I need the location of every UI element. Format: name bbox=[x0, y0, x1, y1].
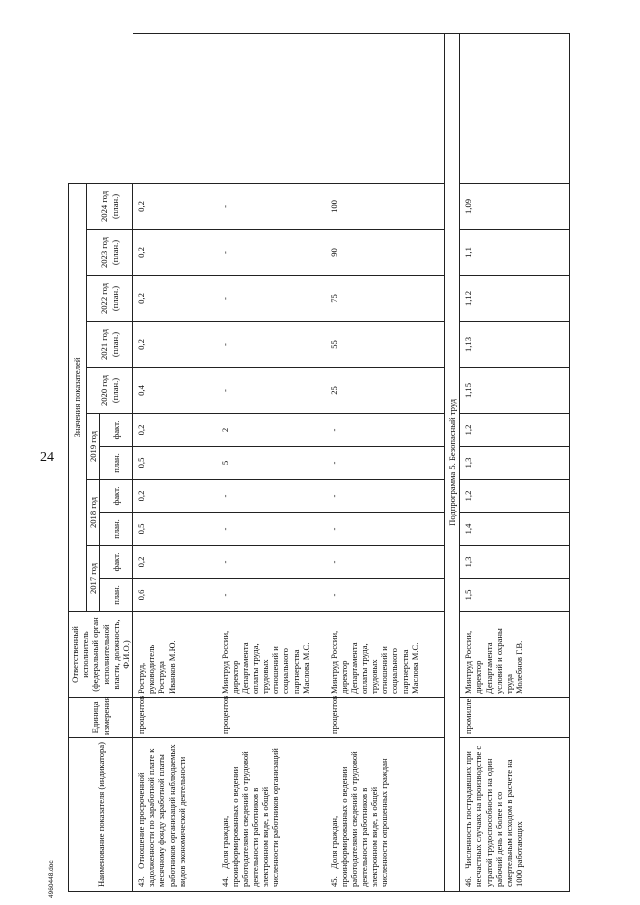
blank-cell bbox=[326, 33, 445, 183]
header-2022: 2022 год (план.) bbox=[87, 276, 133, 322]
responsible-line: оплаты труда, bbox=[250, 643, 261, 694]
responsible-line: директор bbox=[229, 660, 240, 694]
header-2019-plan: план. bbox=[100, 447, 133, 480]
value-cell: - bbox=[217, 183, 326, 229]
responsible-cell bbox=[217, 612, 326, 698]
responsible-line: Маслова М.С. bbox=[409, 642, 420, 694]
value-cell: - bbox=[326, 414, 445, 447]
indicator-name: Доля граждан, проинформированных о ведении работодателями сведений о трудовой деятельности работников в электронном виде, в общей численности работников организаций bbox=[219, 748, 281, 887]
header-year-2018: 2018 год bbox=[87, 480, 100, 546]
indicator-name: Численность пострадавших при несчастных случаях на производстве с утратой трудоспособности на один рабочий день и более и со смертельным исходом в расчете на 1000 работающих bbox=[463, 745, 524, 887]
header-values-group: Значения показателей bbox=[69, 183, 87, 611]
table-row bbox=[217, 33, 326, 891]
value-cell: 0,2 bbox=[133, 276, 217, 322]
indicator-number: 45. bbox=[328, 876, 339, 887]
responsible-line: партнерства bbox=[399, 649, 410, 694]
indicator-name-cell bbox=[326, 738, 445, 892]
value-cell: - bbox=[217, 480, 326, 513]
value-cell: 1,3 bbox=[460, 546, 570, 579]
value-cell: 1,09 bbox=[460, 183, 570, 229]
responsible-line: отношений и bbox=[270, 646, 281, 694]
header-unit: Единица измерения bbox=[69, 698, 133, 738]
table-row bbox=[133, 33, 217, 891]
file-name: 4960448.doc bbox=[48, 860, 55, 898]
unit-cell: процентов bbox=[133, 698, 217, 738]
responsible-line: социального bbox=[280, 648, 291, 694]
header-2024: 2024 год (план.) bbox=[87, 183, 133, 229]
blank-cell bbox=[133, 33, 217, 183]
value-cell: 25 bbox=[326, 368, 445, 414]
indicator-number: 44. bbox=[219, 876, 230, 887]
value-cell: - bbox=[326, 447, 445, 480]
responsible-line: Маслова М.С. bbox=[300, 642, 311, 694]
value-cell: 1,4 bbox=[460, 513, 570, 546]
value-cell: 90 bbox=[326, 230, 445, 276]
value-cell: - bbox=[217, 276, 326, 322]
responsible-line: директор bbox=[473, 660, 484, 694]
value-cell: 0,2 bbox=[133, 183, 217, 229]
indicator-number: 43. bbox=[136, 876, 147, 887]
responsible-line: партнерства bbox=[290, 649, 301, 694]
responsible-line: отношений и bbox=[379, 646, 390, 694]
value-cell: - bbox=[326, 579, 445, 612]
value-cell: - bbox=[217, 322, 326, 368]
responsible-line: Иванков М.Ю. bbox=[166, 640, 177, 694]
responsible-line: Департамента bbox=[239, 642, 250, 694]
indicator-number: 46. bbox=[463, 876, 474, 887]
page-number: 24 bbox=[40, 450, 54, 465]
responsible-line: трудовых bbox=[260, 659, 271, 694]
value-cell: - bbox=[217, 513, 326, 546]
value-cell: 1,12 bbox=[460, 276, 570, 322]
value-cell: 1,3 bbox=[460, 447, 570, 480]
value-cell: 0,2 bbox=[133, 230, 217, 276]
header-2017-plan: план. bbox=[100, 579, 133, 612]
responsible-line: труда bbox=[503, 674, 514, 694]
table-body bbox=[133, 33, 570, 891]
responsible-line: Минтруд России, bbox=[219, 630, 230, 694]
responsible-line: Минтруд России, bbox=[463, 630, 474, 694]
indicator-name-cell bbox=[217, 738, 326, 892]
value-cell: 1,2 bbox=[460, 414, 570, 447]
value-cell: - bbox=[217, 230, 326, 276]
value-cell: 1,5 bbox=[460, 579, 570, 612]
value-cell: 100 bbox=[326, 183, 445, 229]
blank-cell bbox=[460, 33, 570, 183]
responsible-line: Департамента bbox=[348, 642, 359, 694]
indicator-name: Отношение просроченной задолженности по заработной плате к месячному фонду заработной платы работников организаций наблюдаемых видов экономической деятельности bbox=[136, 744, 187, 887]
value-cell: 0,5 bbox=[133, 447, 217, 480]
header-2023: 2023 год (план.) bbox=[87, 230, 133, 276]
value-cell: - bbox=[217, 546, 326, 579]
value-cell: 75 bbox=[326, 276, 445, 322]
value-cell: - bbox=[217, 368, 326, 414]
value-cell: 5 bbox=[217, 447, 326, 480]
value-cell: 0,6 bbox=[133, 579, 217, 612]
responsible-cell bbox=[326, 612, 445, 698]
responsible-line: руководитель bbox=[146, 644, 157, 694]
responsible-line: Молебнов Г.В. bbox=[513, 640, 524, 694]
unit-cell: промилле bbox=[460, 698, 570, 738]
unit-cell: процентов bbox=[217, 698, 326, 738]
value-cell: 0,4 bbox=[133, 368, 217, 414]
indicator-name: Доля граждан, проинформированных о ведении работодателями сведений о трудовой деятельности работников в электронном виде, в общей численности опрошенных граждан bbox=[328, 751, 390, 887]
responsible-line: оплаты труда, bbox=[359, 643, 370, 694]
value-cell: 0,2 bbox=[133, 322, 217, 368]
value-cell: - bbox=[326, 546, 445, 579]
value-cell: 1,1 bbox=[460, 230, 570, 276]
responsible-cell bbox=[460, 612, 570, 698]
responsible-line: условий и охраны bbox=[493, 628, 504, 694]
header-2017-fact: факт. bbox=[100, 546, 133, 579]
header-year-2017: 2017 год bbox=[87, 546, 100, 612]
indicators-table bbox=[68, 33, 570, 892]
subprogram-row bbox=[445, 33, 460, 891]
responsible-line: Департамента bbox=[483, 642, 494, 694]
value-cell: 1,15 bbox=[460, 368, 570, 414]
header-2018-fact: факт. bbox=[100, 480, 133, 513]
responsible-cell bbox=[133, 612, 217, 698]
blank-cell bbox=[217, 33, 326, 183]
header-blank bbox=[69, 33, 133, 183]
subprogram-title: Подпрограмма 5. Безопасный труд bbox=[445, 33, 460, 891]
table-row bbox=[460, 33, 570, 891]
responsible-line: Роструд, bbox=[136, 662, 147, 694]
indicator-name-cell bbox=[133, 738, 217, 892]
header-2021: 2021 год (план.) bbox=[87, 322, 133, 368]
header-2019-fact: факт. bbox=[100, 414, 133, 447]
value-cell: 1,13 bbox=[460, 322, 570, 368]
responsible-line: директор bbox=[338, 660, 349, 694]
header-name: Наименование показателя (индикатора) bbox=[69, 738, 133, 892]
value-cell: 0,5 bbox=[133, 513, 217, 546]
unit-cell: процентов bbox=[326, 698, 445, 738]
value-cell: - bbox=[326, 480, 445, 513]
value-cell: 1,2 bbox=[460, 480, 570, 513]
value-cell: - bbox=[217, 579, 326, 612]
responsible-line: социального bbox=[389, 648, 400, 694]
value-cell: 0,2 bbox=[133, 480, 217, 513]
value-cell: 55 bbox=[326, 322, 445, 368]
responsible-line: трудовых bbox=[369, 659, 380, 694]
header-responsible: Ответственный исполнитель (федеральный орган исполнительной власти, должность, Ф.И.О.) bbox=[69, 612, 133, 698]
value-cell: 2 bbox=[217, 414, 326, 447]
value-cell: - bbox=[326, 513, 445, 546]
header-year-2019: 2019 год bbox=[87, 414, 100, 480]
rotated-table-container bbox=[68, 34, 638, 892]
table-row bbox=[326, 33, 445, 891]
responsible-line: Роструда bbox=[156, 661, 167, 694]
indicator-name-cell bbox=[460, 738, 570, 892]
value-cell: 0,2 bbox=[133, 414, 217, 447]
header-2020: 2020 год (план.) bbox=[87, 368, 133, 414]
header-2018-plan: план. bbox=[100, 513, 133, 546]
responsible-line: Минтруд России, bbox=[328, 630, 339, 694]
value-cell: 0,2 bbox=[133, 546, 217, 579]
